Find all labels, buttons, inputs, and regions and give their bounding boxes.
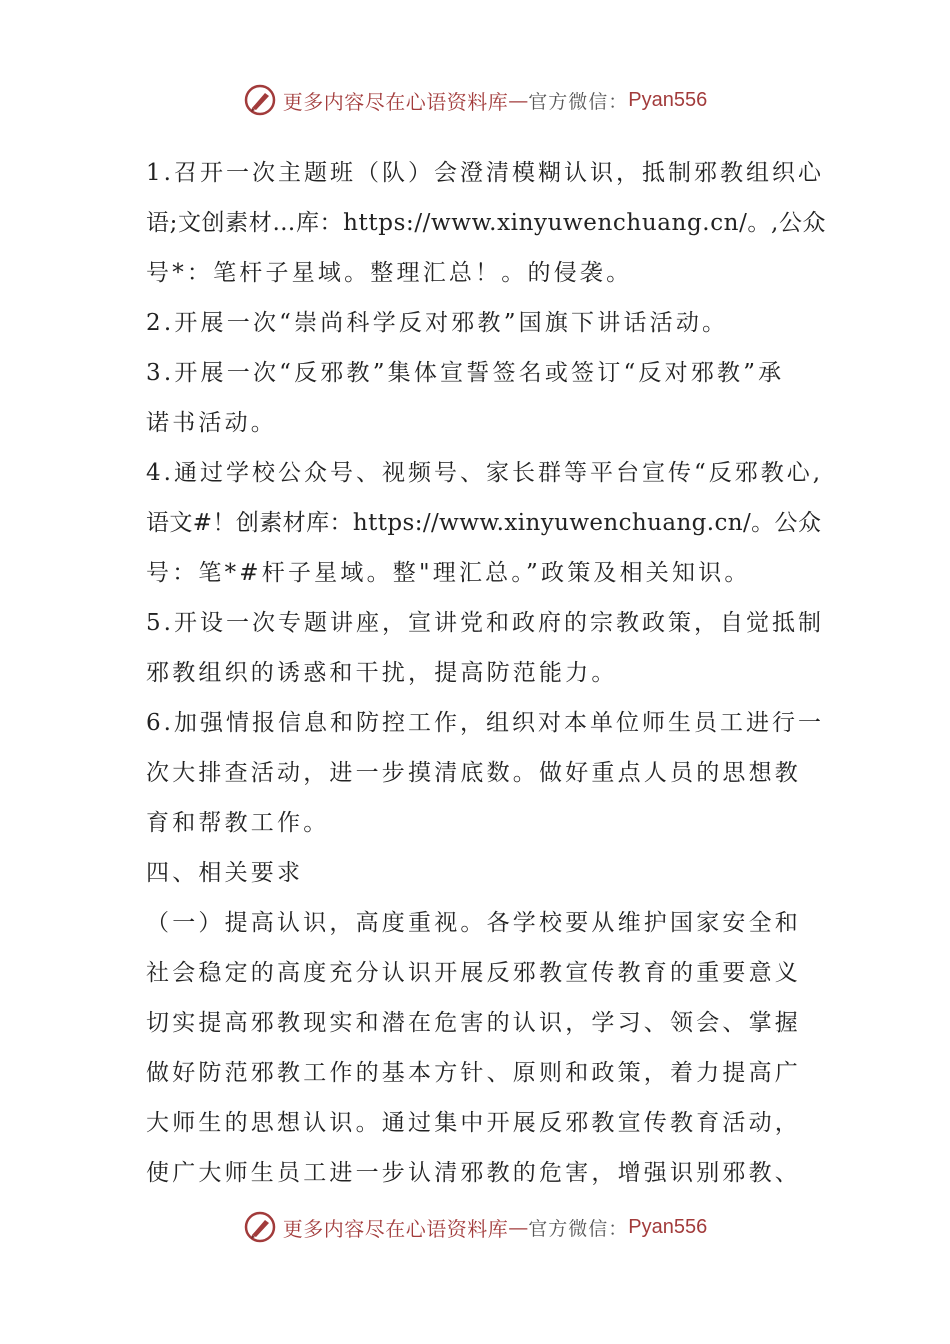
footer-banner-text: 更多内容尽在心语资料库 bbox=[282, 1216, 509, 1241]
body-line: 社会稳定的高度充分认识开展反邪教宣传教育的重要意义 bbox=[146, 960, 801, 986]
body-line: 邪教组织的诱惑和干扰，提高防范能力。 bbox=[146, 660, 618, 686]
body-line: 切实提高邪教现实和潜在危害的认识，学习、领会、掌握 bbox=[146, 1010, 801, 1036]
body-line: 号*：笔杆子星域。整理汇总！。的侵袭。 bbox=[146, 260, 633, 286]
footer-banner-separator: — bbox=[508, 1215, 529, 1239]
header-banner-separator: — bbox=[508, 88, 529, 112]
body-line: 1.召开一次主题班（队）会澄清模糊认识，抵制邪教组织心 bbox=[146, 160, 824, 186]
body-line: 号：笔*#杆子星域。整"理汇总。”政策及相关知识。 bbox=[146, 560, 751, 586]
body-line: 语文#！创素材库：https://www.xinyuwenchuang.cn/。公众 bbox=[146, 510, 822, 536]
body-line: 诺书活动。 bbox=[146, 410, 277, 436]
footer-banner bbox=[0, 1210, 950, 1244]
header-banner-official: 官方微信： bbox=[528, 90, 629, 113]
section-heading: 四、相关要求 bbox=[146, 860, 304, 886]
body-line: 5.开设一次专题讲座，宣讲党和政府的宗教政策，自觉抵制 bbox=[146, 610, 824, 636]
body-line: 6.加强情报信息和防控工作，组织对本单位师生员工进行一 bbox=[146, 710, 824, 736]
body-line: 语;文创素材…库：https://www.xinyuwenchuang.cn/。,公众 bbox=[146, 210, 827, 236]
body-line: 4.通过学校公众号、视频号、家长群等平台宣传“反邪教心, bbox=[146, 460, 824, 486]
pen-logo-icon bbox=[243, 83, 277, 117]
footer-banner-wechat: Pyan556 bbox=[628, 1215, 708, 1238]
body-line: 3.开展一次“反邪教”集体宣誓签名或签订“反对邪教”承 bbox=[146, 360, 785, 386]
pen-logo-icon bbox=[243, 1210, 277, 1244]
footer-banner-official: 官方微信： bbox=[528, 1217, 629, 1240]
body-line: 2.开展一次“崇尚科学反对邪教”国旗下讲话活动。 bbox=[146, 310, 729, 336]
document-body bbox=[146, 148, 827, 1198]
body-line: 做好防范邪教工作的基本方针、原则和政策，着力提高广 bbox=[146, 1060, 801, 1086]
header-banner-text: 更多内容尽在心语资料库 bbox=[282, 89, 509, 114]
header-banner bbox=[0, 83, 950, 117]
header-banner-wechat: Pyan556 bbox=[628, 88, 708, 111]
body-line: 使广大师生员工进一步认清邪教的危害，增强识别邪教、 bbox=[146, 1160, 801, 1186]
body-line: 次大排查活动，进一步摸清底数。做好重点人员的思想教 bbox=[146, 760, 801, 786]
body-line: 大师生的思想认识。通过集中开展反邪教宣传教育活动， bbox=[146, 1110, 801, 1136]
body-line: 育和帮教工作。 bbox=[146, 810, 330, 836]
body-line: （一）提高认识，高度重视。各学校要从维护国家安全和 bbox=[146, 910, 801, 936]
